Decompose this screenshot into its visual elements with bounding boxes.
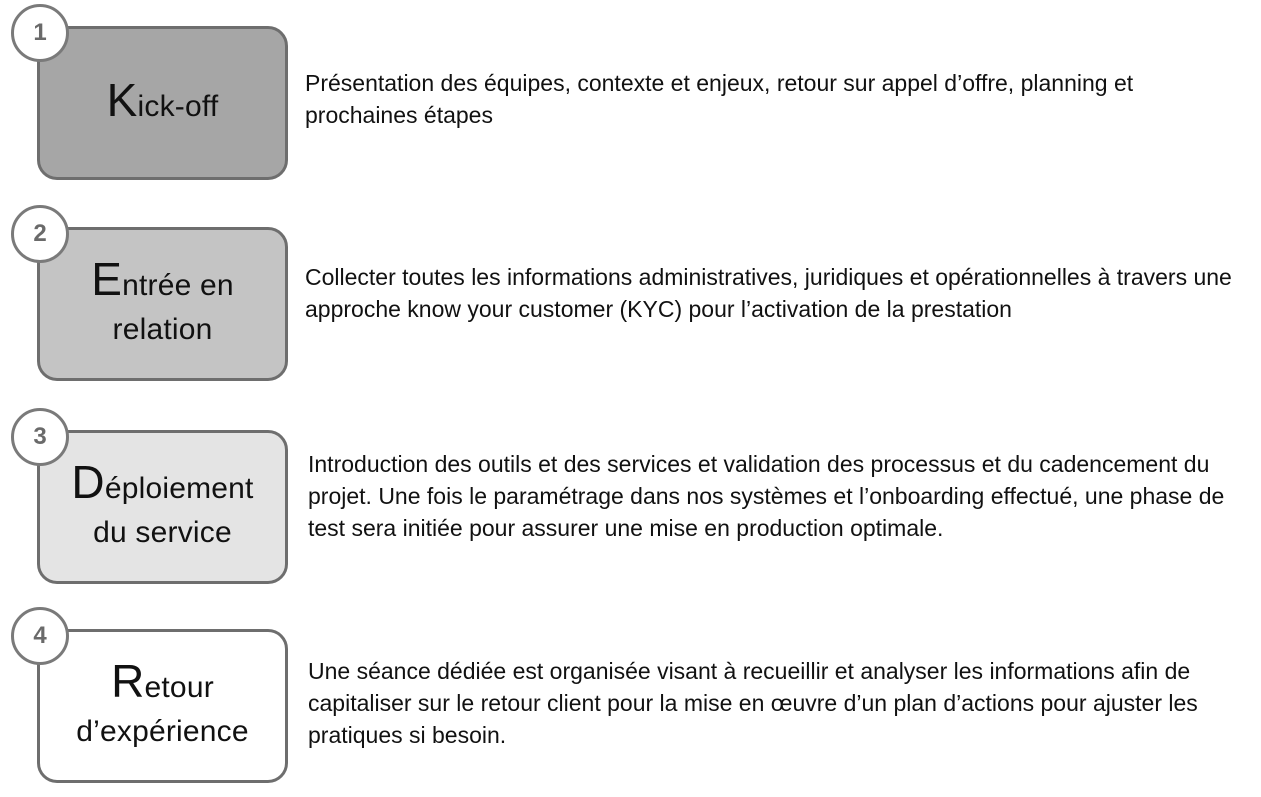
step-2-description: Collecter toutes les informations administratives, juridiques et opérationnelles à travers une approche know your customer (KYC) pour l’activation de la prestation bbox=[305, 264, 1232, 322]
step-4-title-line-1 bbox=[111, 654, 214, 710]
step-3-title-line-2 bbox=[93, 511, 232, 555]
step-2-title-line-1 bbox=[91, 252, 234, 308]
step-1-description: Présentation des équipes, contexte et enjeux, retour sur appel d’offre, planning et prochaines étapes bbox=[305, 70, 1134, 128]
step-2-title-line-2 bbox=[113, 308, 213, 352]
step-2-title-box bbox=[37, 227, 288, 381]
step-4-title-box bbox=[37, 629, 288, 783]
step-2-number-badge: 2 bbox=[11, 205, 69, 263]
step-3-description: Introduction des outils et des services et validation des processus et du cadencement du projet. Une fois le paramétrage dans nos systèmes et l’onboarding effectué, une phase de test sera initiée pour assurer une mise en production optimale. bbox=[308, 451, 1225, 541]
step-4-title-rest: etour bbox=[144, 670, 214, 704]
step-1-title-rest: ick-off bbox=[137, 89, 219, 123]
step-3-title-line-1 bbox=[71, 455, 254, 511]
step-2-title-line-2-text: relation bbox=[112, 312, 213, 346]
step-3 bbox=[0, 404, 1261, 594]
step-3-title-rest: éploiement bbox=[104, 471, 254, 505]
step-1-number-badge: 1 bbox=[11, 4, 69, 62]
step-4-number-badge: 4 bbox=[11, 607, 69, 665]
step-4 bbox=[0, 603, 1261, 793]
step-2 bbox=[0, 201, 1261, 391]
step-4-title-line-2 bbox=[76, 710, 249, 754]
step-1-title-box bbox=[37, 26, 288, 180]
step-1 bbox=[0, 0, 1261, 190]
step-2-title-rest: ntrée en bbox=[122, 268, 234, 302]
step-4-description: Une séance dédiée est organisée visant à recueillir et analyser les informations afin de capitaliser sur le retour client pour la mise en œuvre d’un plan d’actions pour ajuster les pratiques si besoin. bbox=[308, 658, 1198, 748]
step-3-title-line-2-text: du service bbox=[93, 515, 232, 549]
step-3-title-initial: D bbox=[71, 455, 105, 508]
step-4-title-line-2-text: d’expérience bbox=[76, 714, 249, 748]
step-1-title-initial: K bbox=[106, 73, 138, 126]
step-2-title-initial: E bbox=[91, 252, 123, 305]
step-1-title-line-1 bbox=[106, 73, 219, 129]
step-3-title-box bbox=[37, 430, 288, 584]
step-3-number-badge: 3 bbox=[11, 408, 69, 466]
step-4-title-initial: R bbox=[111, 654, 145, 707]
